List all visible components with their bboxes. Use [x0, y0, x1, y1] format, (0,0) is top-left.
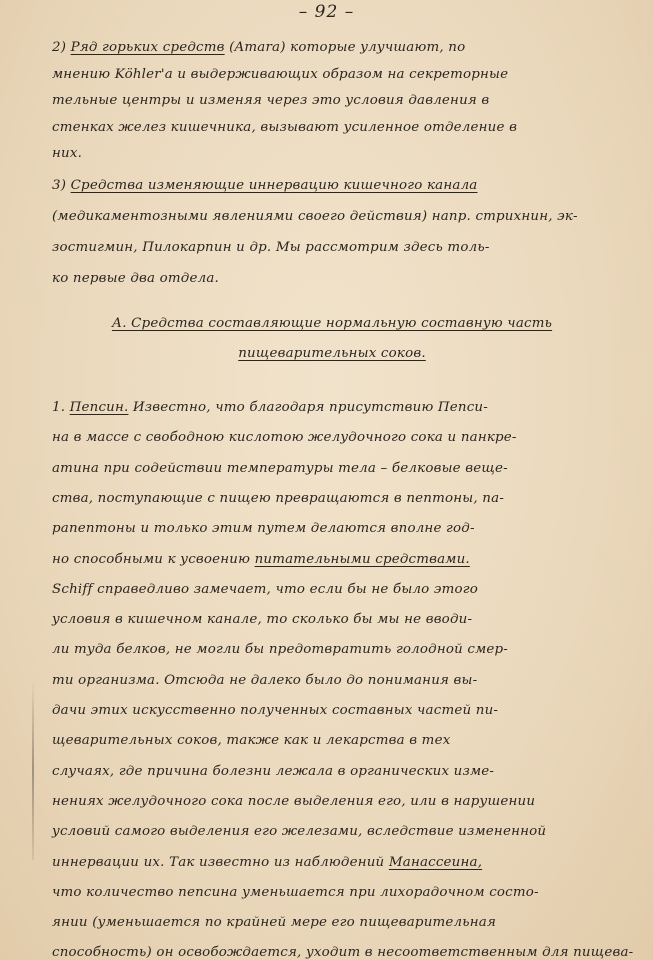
pepsin-paragraph-line: дачи этих искусственно полученных составных частей пи-	[52, 703, 499, 718]
section-2-line: стенках желез кишечника, вызывают усиленное отделение в	[52, 119, 518, 135]
section-heading-text-2: пищеварительных соков.	[238, 346, 426, 361]
section-3-line: (медикаментозными явлениями своего действия) напр. стрихнин, эк-	[52, 209, 578, 224]
pepsin-paragraph-line: условий самого выделения его железами, вследствие измененной	[52, 824, 547, 840]
line-text: (Amara) которые улучшают, по	[224, 40, 466, 55]
pepsin-paragraph-line: янии (уменьшается по крайней мере его пищеварительная	[52, 915, 497, 931]
pepsin-paragraph-line: нениях желудочного сока после выделения его, или в нарушении	[52, 793, 536, 809]
line-text: но способными к усвоению	[52, 551, 255, 567]
pepsin-paragraph-line: ли туда белков, не могли бы предотвратить голодной смер-	[52, 642, 509, 658]
pepsin-paragraph-line: случаях, где причина болезни лежала в органических изме-	[52, 763, 495, 779]
section-heading-text-1: А. Средства составляющие нормальную составную часть	[111, 316, 553, 331]
line-text: иннервации их. Так известно из наблюдений	[52, 854, 389, 870]
section-2-line	[52, 40, 612, 55]
pepsin-paragraph-line	[52, 400, 612, 415]
section-2-line: них.	[52, 146, 83, 161]
underlined-text: питательными средствами.	[254, 551, 470, 567]
pepsin-paragraph-line: ства, поступающие с пищею превращаются в пептоны, па-	[52, 490, 505, 506]
section-3-line: ко первые два отдела.	[52, 271, 219, 286]
pepsin-paragraph-line	[52, 855, 612, 870]
underlined-text: Средства изменяющие иннервацию кишечного канала	[70, 178, 478, 193]
section-3-line	[52, 178, 612, 193]
pepsin-paragraph-line: на в массе с свободною кислотою желудочного сока и панкре-	[52, 430, 517, 446]
section-2-line: мнению Köhler'a и выдерживающих образом на секреторные	[52, 66, 509, 82]
pepsin-paragraph-line: рапептоны и только этим путем делаются вполне год-	[52, 521, 475, 537]
underlined-text: Пепсин.	[69, 400, 129, 415]
line-text: 2)	[52, 40, 71, 55]
line-text: 1.	[52, 400, 70, 415]
margin-pencil-line	[32, 680, 34, 860]
line-text: 3)	[52, 178, 71, 193]
pepsin-paragraph-line: Schiff справедливо замечает, что если бы не было этого	[52, 581, 478, 597]
pepsin-paragraph-line: что количество пепсина уменьшается при лихорадочном состо-	[52, 884, 539, 900]
pepsin-paragraph-line: щеварительных соков, также как и лекарства в тех	[52, 733, 451, 749]
line-text: Известно, что благодаря присутствию Пепси-	[128, 400, 488, 415]
pepsin-paragraph-line: условия в кишечном канале, то сколько бы мы не вводи-	[52, 612, 473, 628]
underlined-text: Ряд горьких средств	[70, 40, 225, 55]
section-2-line: тельные центры и изменяя через это условия давления в	[52, 93, 490, 108]
pepsin-paragraph-line: способность) он освобождается, уходит в несоответственным для пищева-	[52, 945, 634, 960]
pepsin-paragraph-line: атина при содействии температуры тела – белковые веще-	[52, 460, 508, 476]
pepsin-paragraph-line: ти организма. Отсюда не далеко было до понимания вы-	[52, 672, 478, 688]
pepsin-paragraph-line	[52, 552, 612, 567]
page-number: – 92 –	[298, 2, 355, 22]
section-heading-line-2	[52, 346, 612, 361]
section-heading-line-1	[52, 316, 612, 331]
section-3-line: зостигмин, Пилокарпин и др. Мы рассмотрим здесь толь-	[52, 240, 490, 255]
underlined-text: Манассеина,	[388, 854, 483, 870]
